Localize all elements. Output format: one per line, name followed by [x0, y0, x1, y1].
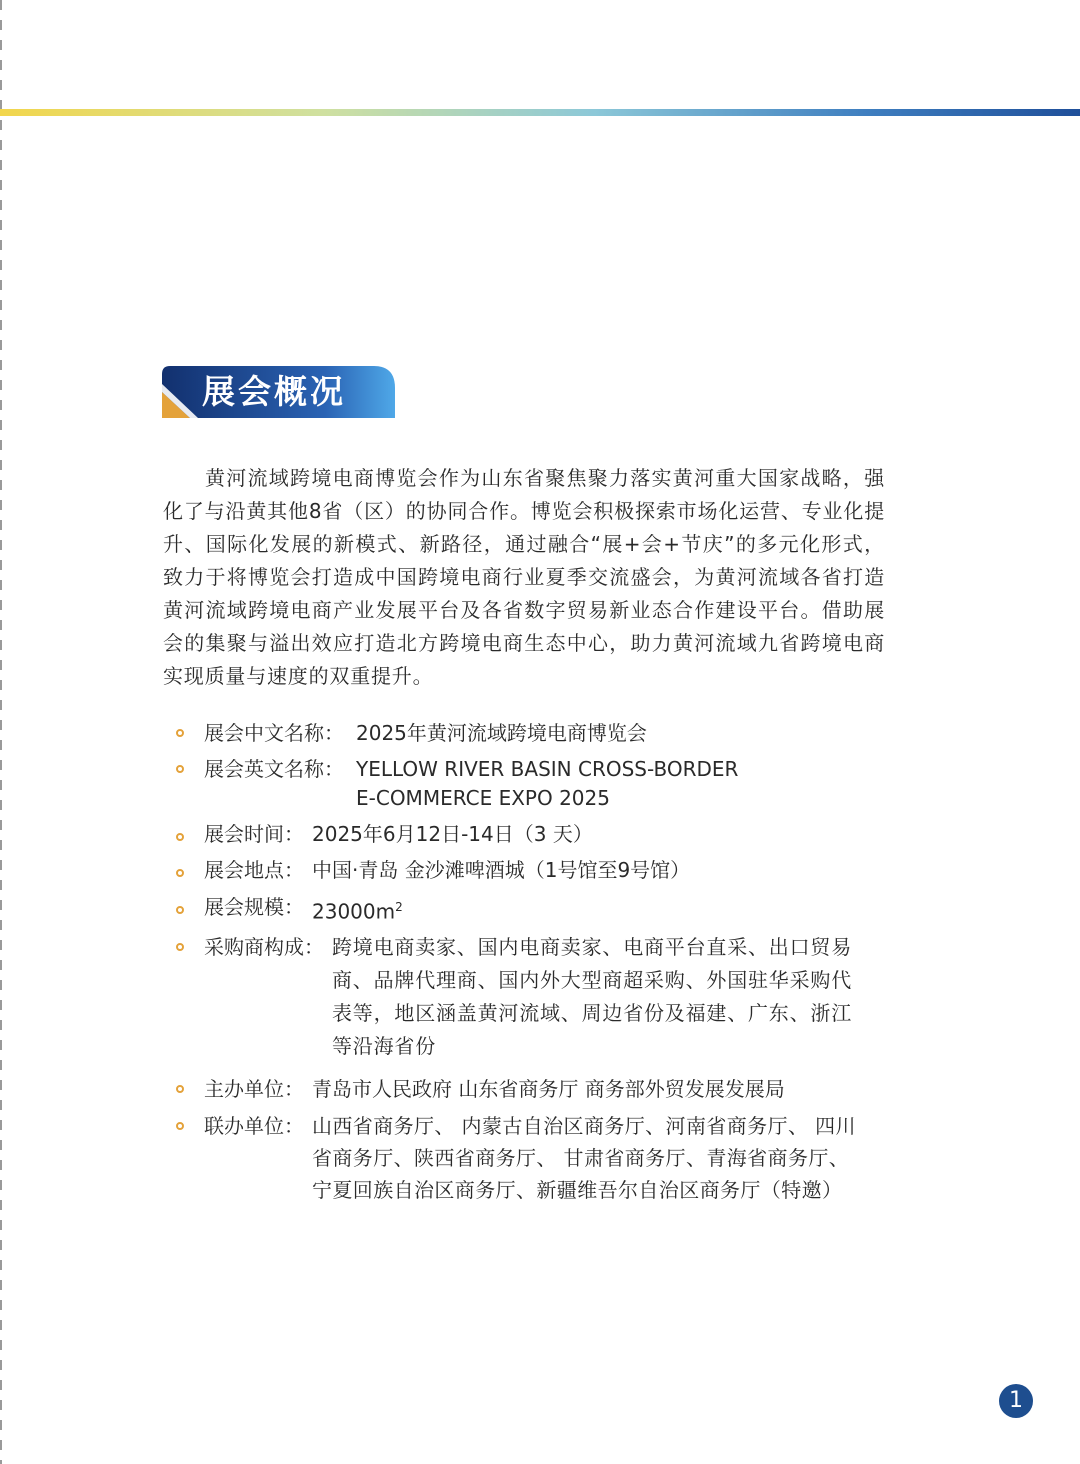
co-host-line-1: 山西省商务厅、 内蒙古自治区商务厅、河南省商务厅、 四川 [312, 1114, 856, 1138]
bullet-icon [176, 833, 184, 841]
bullet-icon [176, 869, 184, 877]
bullet-icon [176, 765, 184, 773]
en-name-line-1: YELLOW RIVER BASIN CROSS-BORDER [356, 757, 739, 781]
en-name-label: 展会英文名称： [204, 757, 344, 781]
time-value: 2025年6月12日-14日（3 天） [312, 822, 593, 846]
buyers-line-2: 商、品牌代理商、国内外大型商超采购、外国驻华采购代 [332, 968, 852, 992]
host-label: 主办单位： [204, 1077, 304, 1101]
buyers-line-4: 等沿海省份 [332, 1034, 436, 1058]
top-gradient-bar [0, 109, 1080, 116]
scale-label: 展会规模： [204, 895, 304, 919]
intro-paragraph: 黄河流域跨境电商博览会作为山东省聚焦聚力落实黄河重大国家战略，强化了与沿黄其他8省（区）的协同合作。博览会积极探索市场化运营、专业化提升、国际化发展的新模式、新路径，通过融合“展+会+节庆”的多元化形式，致力于将博览会打造成中国跨境电商行业夏季交流盛会，为黄河流域各省打造黄河流域跨境电商产业发展平台及各省数字贸易新业态合作建设平台。借助展会的集聚与溢出效应打造北方跨境电商生态中心，助力黄河流域九省跨境电商实现质量与速度的双重提升。 [163, 466, 885, 688]
bullet-icon [176, 1085, 184, 1093]
cn-name-value: 2025年黄河流域跨境电商博览会 [356, 721, 647, 745]
bullet-icon [176, 943, 184, 951]
co-host-line-2: 省商务厅、陕西省商务厅、 甘肃省商务厅、青海省商务厅、 [312, 1146, 850, 1170]
section-title-banner [162, 366, 395, 418]
scale-superscript: 2 [395, 900, 403, 914]
buyers-line-3: 表等，地区涵盖黄河流域、周边省份及福建、广东、浙江 [332, 1001, 852, 1025]
co-host-line-3: 宁夏回族自治区商务厅、新疆维吾尔自治区商务厅（特邀） [312, 1178, 843, 1202]
bullet-icon [176, 906, 184, 914]
page-number-badge: 1 [999, 1384, 1033, 1418]
section-title: 展会概况 [202, 372, 346, 411]
bullet-icon [176, 1122, 184, 1130]
scale-number: 23000m [312, 899, 396, 924]
buyers-line-1: 跨境电商卖家、国内电商卖家、电商平台直采、出口贸易 [332, 935, 852, 959]
page-edge-dashes [0, 0, 2, 1464]
venue-value: 中国·青岛 金沙滩啤酒城（1号馆至9号馆） [312, 858, 691, 882]
host-value: 青岛市人民政府 山东省商务厅 商务部外贸发展发展局 [312, 1077, 785, 1101]
co-host-label: 联办单位： [204, 1114, 304, 1138]
time-label: 展会时间： [204, 822, 304, 846]
bullet-icon [176, 729, 184, 737]
scale-value [312, 891, 403, 928]
venue-label: 展会地点： [204, 858, 304, 882]
buyers-label: 采购商构成： [204, 935, 324, 959]
cn-name-label: 展会中文名称： [204, 721, 344, 745]
en-name-line-2: E-COMMERCE EXPO 2025 [356, 786, 610, 810]
